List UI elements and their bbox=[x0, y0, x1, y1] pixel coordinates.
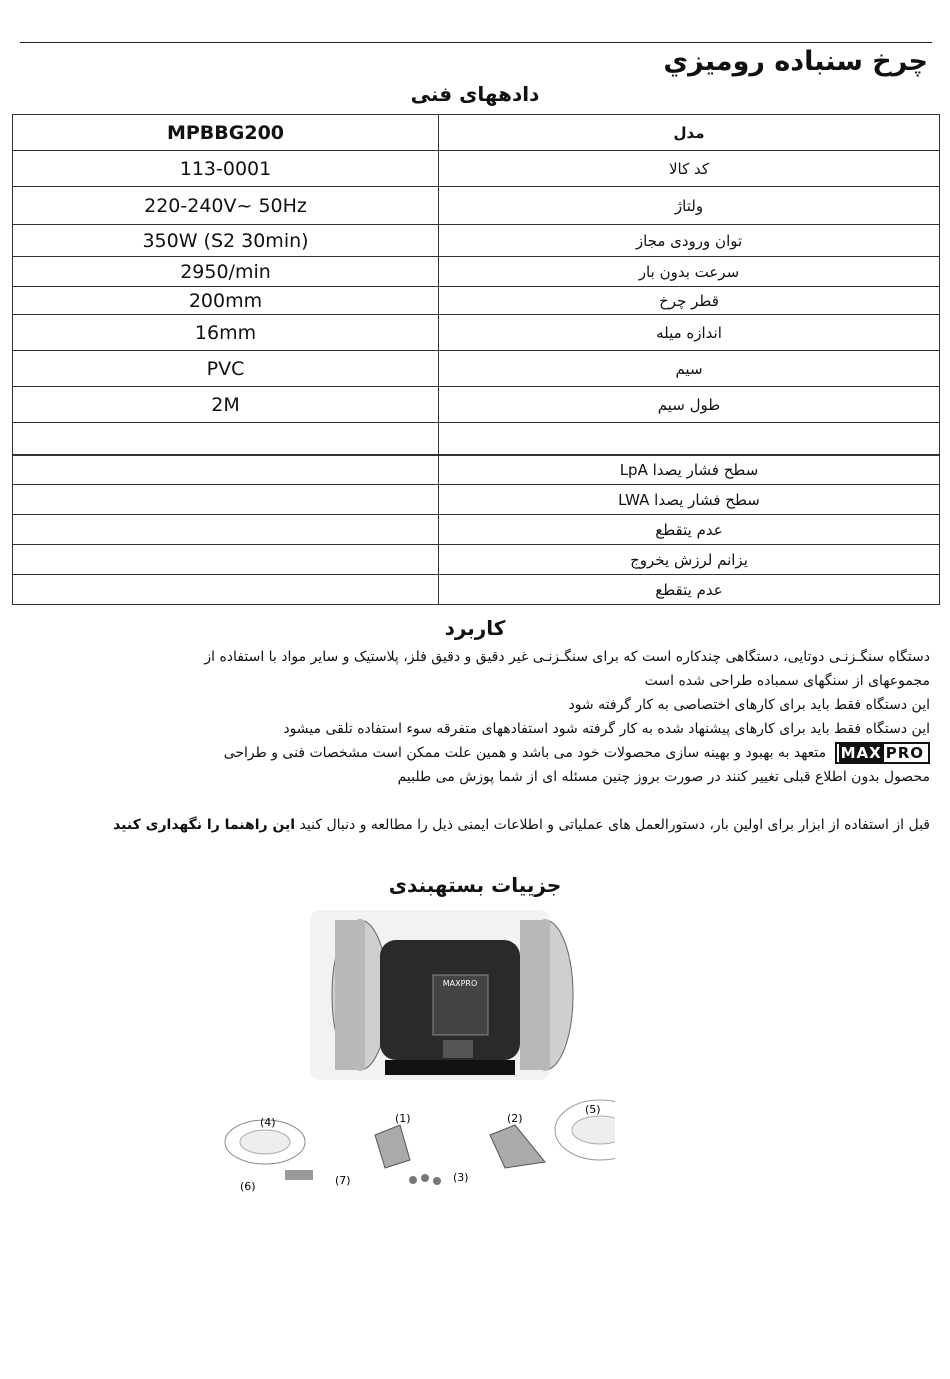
spec-value bbox=[13, 455, 439, 485]
spec-label: کد کالا bbox=[439, 151, 940, 187]
spec-label: عدم یتقطع bbox=[439, 515, 940, 545]
spec-label: عدم یتقطع bbox=[439, 575, 940, 605]
table-row bbox=[13, 387, 940, 423]
top-rule bbox=[20, 42, 932, 43]
table-row bbox=[13, 257, 940, 287]
usage-line: این دستگاه فقط باید برای کارهای پیشنهاد شده به کار گرفته شود استفادههای متفرقه سوء استفاده تلقی میشود bbox=[283, 721, 930, 737]
page-title: چرخ سنباده روميزي bbox=[663, 46, 928, 77]
spec-value bbox=[13, 545, 439, 575]
usage-heading: کاربرد bbox=[444, 616, 506, 640]
table-row bbox=[13, 351, 940, 387]
spec-label: طول سیم bbox=[439, 387, 940, 423]
table-row bbox=[13, 485, 940, 515]
table-row bbox=[13, 225, 940, 257]
package-contents-image bbox=[215, 900, 615, 1195]
spec-value: 350W (S2 30min) bbox=[13, 225, 439, 257]
spec-label: قطر چرخ bbox=[439, 287, 940, 315]
spec-value bbox=[13, 423, 439, 455]
usage-line: این دستگاه فقط باید برای کارهای اختصاصی به کار گرفته شود bbox=[568, 697, 930, 713]
spec-value bbox=[13, 485, 439, 515]
spec-label: توان ورودی مجاز bbox=[439, 225, 940, 257]
machine-brand-label: MAXPRO bbox=[442, 979, 478, 988]
maxpro-logo: MAX PRO bbox=[835, 742, 930, 764]
technical-data-heading: دادههای فنی bbox=[410, 82, 540, 106]
brand-line bbox=[30, 741, 930, 765]
spec-label: سرعت بدون بار bbox=[439, 257, 940, 287]
notice-text: قبل از استفاده از ابزار برای اولین بار، دستورالعمل های عملیاتی و اطلاعات ایمنی ذیل را مطالعه و دنبال کنید این راهنما را نگهداری کنید bbox=[113, 817, 930, 833]
spec-value bbox=[13, 575, 439, 605]
table-row bbox=[13, 423, 940, 455]
eye-shield-left bbox=[225, 1120, 313, 1180]
spec-value: 200mm bbox=[13, 287, 439, 315]
usage-line: مجموعهای از سنگهای سمباده طراحی شده است bbox=[644, 673, 930, 689]
spec-value: PVC bbox=[13, 351, 439, 387]
spec-value: MPBBG200 bbox=[13, 115, 439, 151]
usage-line: دستگاه سنگـزنـی دوتایی، دستگاهی چندکاره است که برای سنگـزنـی غیر دقیق و دقیق فلز، پلاستیک و سایر مواد با استفاده از bbox=[204, 649, 930, 665]
spec-label: سطح فشار یصدا LpA bbox=[439, 455, 940, 485]
table-row bbox=[13, 315, 940, 351]
spec-value: 113-0001 bbox=[13, 151, 439, 187]
usage-line: متعهد به بهبود و بهینه سازی محصولات خود می باشد و همین علت ممکن است مشخصات فنی و طراحی bbox=[223, 745, 827, 761]
part-label-5-visible: (5) bbox=[585, 1103, 601, 1116]
table-row bbox=[13, 151, 940, 187]
part-label-6: (6) bbox=[240, 1180, 256, 1193]
spec-value: 220-240V~ 50Hz bbox=[13, 187, 439, 225]
table-row bbox=[13, 575, 940, 605]
bench-grinder-image bbox=[310, 910, 573, 1080]
spec-label: یزانم لرزش یخروج bbox=[439, 545, 940, 575]
spec-label bbox=[439, 423, 940, 455]
table-row bbox=[13, 455, 940, 485]
part-label-2: (2) bbox=[507, 1112, 523, 1125]
package-heading: جزییات بستهبندی bbox=[388, 873, 562, 897]
part-label-7: (7) bbox=[335, 1174, 351, 1187]
table-row bbox=[13, 287, 940, 315]
screws bbox=[409, 1174, 441, 1185]
tool-rest-2 bbox=[490, 1125, 545, 1168]
usage-line: محصول بدون اطلاع قبلی تغییر کنند در صورت بروز چنین مسئله ای از شما پوزش می طلبیم bbox=[397, 769, 930, 785]
spec-value: 16mm bbox=[13, 315, 439, 351]
part-label-1: (1) bbox=[395, 1112, 411, 1125]
table-row bbox=[13, 187, 940, 225]
table-row bbox=[13, 545, 940, 575]
part-label-3: (3) bbox=[453, 1171, 469, 1184]
spec-label: سطح فشار یصدا LWA bbox=[439, 485, 940, 515]
spec-label: ولتاژ bbox=[439, 187, 940, 225]
spec-table bbox=[12, 114, 940, 605]
table-row bbox=[13, 115, 940, 151]
usage-text bbox=[30, 645, 930, 837]
part-label-4: (4) bbox=[260, 1116, 276, 1129]
spec-label: اندازه میله bbox=[439, 315, 940, 351]
tool-rest-1 bbox=[375, 1125, 410, 1168]
table-row bbox=[13, 515, 940, 545]
spec-value: 2950/min bbox=[13, 257, 439, 287]
spec-label: مدل bbox=[439, 115, 940, 151]
spec-value bbox=[13, 515, 439, 545]
spec-value: 2M bbox=[13, 387, 439, 423]
spec-label: سیم bbox=[439, 351, 940, 387]
